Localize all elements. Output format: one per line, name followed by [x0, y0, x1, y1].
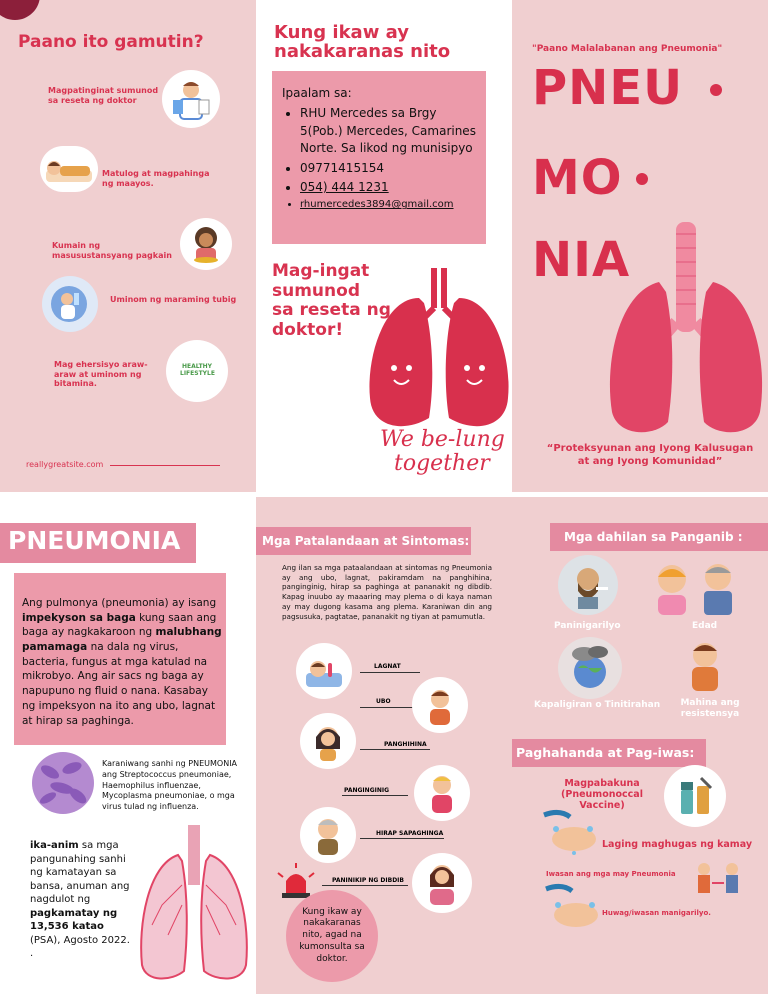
environment-icon	[558, 637, 622, 699]
prevention-title: Paghahanda at Pag-iwas:	[516, 745, 695, 760]
reminder-text: Mag-ingat sumunod sa reseta ng doktor!	[272, 261, 391, 340]
symptom-chest-pain: PANINIKIP NG DIBDIB	[332, 877, 404, 884]
website-divider	[110, 465, 220, 466]
contact-title: Kung ikaw ay nakakaranas nito	[274, 22, 451, 62]
definition-part-3: malubhang pamamaga	[22, 626, 222, 654]
statistic-text	[30, 839, 136, 961]
causes-text: Karaniwang sanhi ng PNEUMONIA ang Streptococcus pneumoniae, Haemophilus influenzae, Mycoplasma pneumoniae, o mga virus tulad ng influenza.	[102, 759, 238, 812]
statistic-part-1: sa mga pangunahing sanhi ng kamatayan sa bansa, anuman ang nagdulot ng	[30, 840, 130, 905]
risk-age: Edad	[692, 621, 718, 631]
contact-box	[272, 71, 486, 244]
smoking-icon	[558, 555, 618, 615]
drinking-water-icon	[42, 276, 98, 332]
title-dot-1	[710, 84, 722, 96]
cover-title-2: MO	[532, 150, 623, 206]
contact-address: • RHU Mercedes sa Brgy 5(Pob.) Mercedes, Camarines Norte. Sa likod ng munisipyo	[300, 105, 476, 157]
cover-tagline: "Paano Malalabanan ang Pneumonia"	[532, 44, 723, 54]
happy-lungs-icon	[364, 268, 512, 443]
risk-smoking: Paninigarilyo	[554, 621, 621, 631]
panel-risk-prevention	[512, 497, 768, 994]
panel-symptoms	[256, 497, 512, 994]
treatment-item-3: Kumain ng masusustansyang pagkain	[52, 241, 172, 260]
healthy-lifestyle-icon: HEALTHY LIFESTYLE	[166, 340, 228, 402]
alarm-icon	[276, 863, 316, 899]
symptom-cough: UBO	[376, 698, 391, 705]
statistic-part-3: (PSA), Agosto 2022. .	[30, 934, 130, 959]
lungs-outline-icon	[138, 825, 250, 985]
symptom-fever: LAGNAT	[374, 663, 401, 670]
symptom-line-5	[360, 838, 444, 839]
cover-title-3: NIA	[532, 232, 631, 288]
symptom-weakness: PANGHIHINA	[384, 741, 427, 748]
breathing-difficulty-icon	[300, 807, 356, 863]
definition-part-4: na dala ng virus, bacteria, fungus at mga katulad na mikrobyo. Ang air sacs ng baga ay napupuno ng fluid o nana. Kasabay ng impeksyon na ito ang ubo, lagnat at hirap sa paghinga.	[22, 641, 216, 727]
symptom-breathing: HIRAP SAPAGHINGA	[376, 830, 444, 837]
risk-age-icon	[646, 557, 746, 617]
definition-part-2: kung saan ang baga ay nagkakaroon ng	[22, 611, 217, 639]
weakness-icon	[300, 713, 356, 769]
symptom-chills: PANGINGINIG	[344, 787, 390, 794]
chest-pain-icon	[412, 853, 472, 913]
risk-title: Mga dahilan sa Panganib :	[564, 530, 743, 544]
weak-immunity-icon	[680, 637, 730, 693]
bacteria-image	[32, 752, 94, 814]
symptom-line-1	[360, 672, 420, 673]
panel-contact	[256, 0, 512, 492]
vaccine-icon	[664, 765, 726, 827]
prevention-handwash: Laging maghugas ng kamay	[602, 839, 753, 850]
treatment-item-2: Matulog at magpahinga ng maayos.	[102, 169, 210, 188]
symptom-line-4	[342, 795, 408, 796]
definition-text	[22, 596, 222, 728]
website-link[interactable]: reallygreatsite.com	[26, 460, 104, 469]
panel-definition	[0, 497, 256, 994]
prevention-vaccine: Magpabakuna (Pneumonoccal Vaccine)	[561, 778, 643, 811]
statistic-part-0: ika-anim	[30, 840, 79, 851]
slogan-script: We be-lung together	[380, 427, 505, 477]
treatment-item-4: Uminom ng maraming tubig	[110, 295, 237, 304]
risk-weak-immunity: Mahina ang resistensya	[680, 698, 740, 719]
contact-list	[282, 105, 476, 212]
panel-cover	[512, 0, 768, 492]
contact-email[interactable]: • rhumercedes3894@gmail.com	[300, 198, 476, 213]
cover-title-1: PNEU	[532, 60, 684, 116]
cough-icon	[412, 677, 468, 733]
risk-environment: Kapaligiran o Tinitirahan	[534, 700, 661, 710]
symptoms-title: Mga Patalandaan at Sintomas:	[262, 534, 470, 548]
contact-phone-landline[interactable]: • 054) 444 1231	[300, 179, 476, 196]
panel-treatment	[0, 0, 256, 492]
sleeping-person-icon	[40, 146, 98, 192]
symptom-line-2	[360, 707, 420, 708]
lungs-illustration	[604, 222, 768, 442]
corner-decoration	[0, 0, 40, 20]
doctor-icon	[162, 70, 220, 128]
symptom-line-6	[322, 885, 408, 886]
contact-phone-mobile[interactable]: • 09771415154	[300, 160, 476, 177]
cover-quote: “Proteksyunan ang Iyong Kalusugan at ang Iyong Komunidad”	[546, 443, 754, 467]
chills-icon	[414, 765, 470, 821]
contact-intro: Ipaalam sa:	[282, 86, 352, 100]
fever-icon	[296, 643, 352, 699]
definition-part-0: Ang pulmonya (pneumonia) ay isang	[22, 597, 217, 609]
consult-doctor-callout: Kung ikaw ay nakakaranas nito, agad na kumonsulta sa doktor.	[286, 890, 378, 982]
no-smoking-icon	[542, 881, 602, 937]
symptoms-intro: Ang ilan sa mga pataalandaan at sintomas ng Pneumonia ay ang ubo, lagnat, pakiramdam na panghihina, panginginig, hirap sa paghinga at pananakit ng dibdib. Kapag inuubo ay maaaring may plema o di kaya naman ay may dugong kasama ang plema. Karaniwan din ang pagsusuka, pagtatae, pananakit ng tiyan at pamumutla.	[282, 563, 492, 621]
eating-person-icon	[180, 218, 232, 270]
treatment-item-5: Mag ehersisyo araw-araw at uminom ng bitamina.	[54, 360, 148, 389]
handwash-icon	[540, 809, 600, 855]
treatment-item-1: Magpatinginat sumunod sa reseta ng doktor	[48, 86, 159, 105]
treatment-title: Paano ito gamutin?	[18, 32, 204, 52]
prevention-no-smoking: Huwag/iwasan manigarilyo.	[602, 909, 711, 917]
avoid-sick-icon	[690, 861, 746, 905]
symptom-line-3	[360, 749, 430, 750]
prevention-avoid-sick: Iwasan ang mga may Pneumonia	[546, 870, 676, 878]
title-dot-2	[636, 173, 648, 185]
definition-part-1: impekyson sa baga	[22, 611, 136, 624]
definition-title: PNEUMONIA	[8, 526, 181, 555]
statistic-part-2: pagkamatay ng 13,536 katao	[30, 907, 118, 932]
